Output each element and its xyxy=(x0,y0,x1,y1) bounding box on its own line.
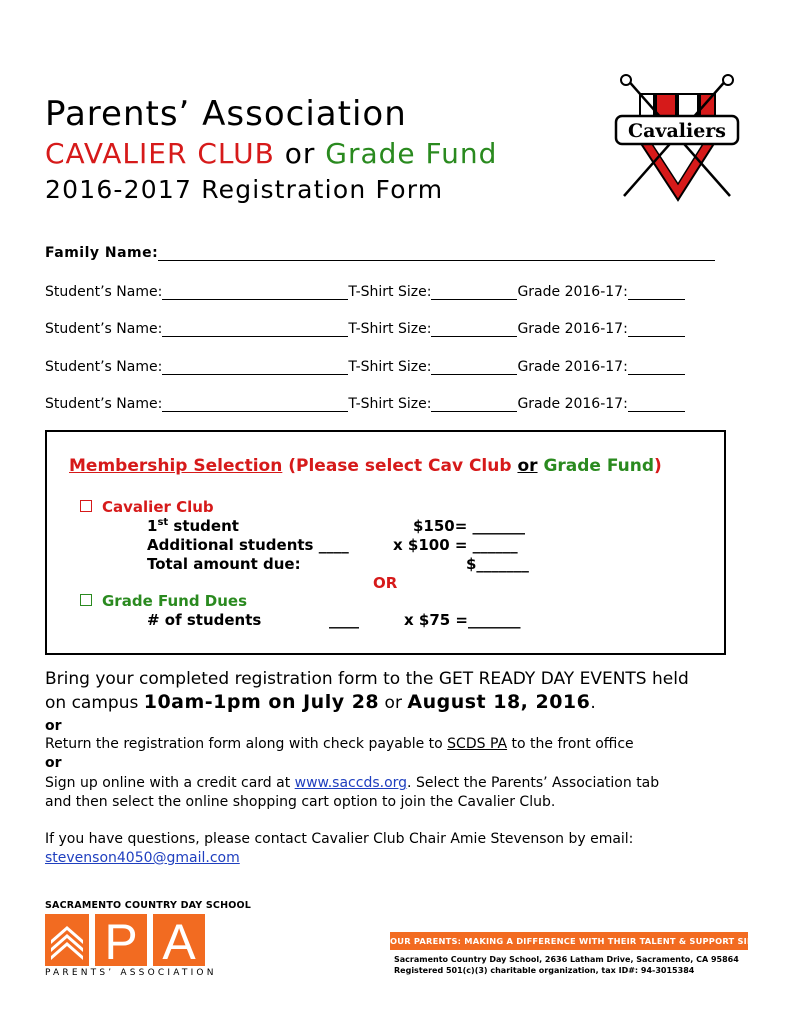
paren-close: ) xyxy=(654,456,662,476)
tax-id-line: Registered 501(c)(3) charitable organization, tax ID#: 94-3015384 xyxy=(394,966,695,975)
student-name-label: Student’s Name: xyxy=(45,321,163,337)
family-name-row xyxy=(45,245,725,261)
tshirt-size-label: T-Shirt Size: xyxy=(348,321,432,337)
grade-field[interactable] xyxy=(628,360,685,375)
pa-logo-p: P xyxy=(104,914,138,970)
grade-field[interactable] xyxy=(628,322,685,337)
family-name-field[interactable] xyxy=(158,246,715,261)
student-row xyxy=(45,284,725,300)
first-student-label: 1st student xyxy=(147,517,239,535)
student-row xyxy=(45,396,725,412)
cavalier-club-label: CAVALIER CLUB xyxy=(45,137,275,170)
pa-logo-a: A xyxy=(162,914,196,970)
total-due-field[interactable]: $_______ xyxy=(466,555,529,573)
bring-line-2: on campus 10am-1pm on July 28 or August 18, 2016. xyxy=(45,691,596,713)
additional-students-price[interactable]: x $100 = ______ xyxy=(393,536,518,554)
tshirt-size-label: T-Shirt Size: xyxy=(348,396,432,412)
grade-fund-label: Grade Fund xyxy=(543,456,655,476)
total-due-label: Total amount due: xyxy=(147,555,301,573)
additional-students-label[interactable]: Additional students ____ xyxy=(147,536,349,554)
bring-instructions xyxy=(45,669,745,713)
or-label: or xyxy=(284,137,316,170)
or-separator: or xyxy=(45,718,62,734)
grade-label: Grade 2016-17: xyxy=(517,321,628,337)
num-students-field[interactable]: ____ xyxy=(329,611,359,629)
family-name-label: Family Name: xyxy=(45,245,159,261)
grade-field[interactable] xyxy=(628,285,685,300)
grade-fund-checkbox[interactable] xyxy=(80,594,92,606)
first-student-price[interactable]: $150= _______ xyxy=(413,517,526,535)
slogan-band: OUR PARENTS: MAKING A DIFFERENCE WITH THEIR TALENT & SUPPORT SINCE 1964 xyxy=(390,932,748,950)
student-name-label: Student’s Name: xyxy=(45,359,163,375)
bring-line-1: Bring your completed registration form to the GET READY DAY EVENTS held xyxy=(45,669,689,689)
pa-subtitle: PARENTS’ ASSOCIATION xyxy=(45,968,217,978)
tshirt-size-field[interactable] xyxy=(431,397,517,412)
student-row xyxy=(45,321,725,337)
website-link[interactable]: www.saccds.org xyxy=(294,775,408,791)
tshirt-size-label: T-Shirt Size: xyxy=(348,359,432,375)
form-title: 2016-2017 Registration Form xyxy=(45,175,444,204)
school-name: SACRAMENTO COUNTRY DAY SCHOOL xyxy=(45,900,252,911)
grade-fund-price[interactable]: x $75 =_______ xyxy=(404,611,521,629)
membership-box xyxy=(45,430,726,655)
grade-label: Grade 2016-17: xyxy=(517,396,628,412)
tshirt-size-field[interactable] xyxy=(431,322,517,337)
cavalier-club-option-label: Cavalier Club xyxy=(102,498,214,516)
please-select-label: (Please select Cav Club xyxy=(288,456,512,476)
cavaliers-logo xyxy=(612,72,742,204)
grade-fund-option[interactable] xyxy=(80,592,247,610)
page-title: Parents’ Association xyxy=(45,94,407,134)
event-date: August 18, 2016 xyxy=(407,691,591,713)
student-name-label: Student’s Name: xyxy=(45,396,163,412)
signup-instructions: Sign up online with a credit card at www.saccds.org. Select the Parents’ Association tab and then select the online shopping cart option to join the Cavalier Club. xyxy=(45,775,660,810)
or-separator: or xyxy=(45,755,62,771)
page-subtitle xyxy=(45,137,497,170)
or-label: or xyxy=(517,456,538,476)
cavalier-club-option[interactable] xyxy=(80,498,214,516)
contact-info: If you have questions, please contact Cavalier Club Chair Amie Stevenson by email: stevenson4050@gmail.com xyxy=(45,831,634,866)
student-name-field[interactable] xyxy=(162,360,348,375)
grade-fund-dues-label: Grade Fund Dues xyxy=(102,592,248,610)
num-students-label: # of students xyxy=(147,611,262,629)
grade-field[interactable] xyxy=(628,397,685,412)
email-link[interactable]: stevenson4050@gmail.com xyxy=(45,850,240,866)
grade-label: Grade 2016-17: xyxy=(517,359,628,375)
tshirt-size-field[interactable] xyxy=(431,360,517,375)
payee-name: SCDS PA xyxy=(447,736,508,752)
membership-heading xyxy=(69,456,662,476)
pa-logo xyxy=(45,914,215,970)
cavalier-club-checkbox[interactable] xyxy=(80,500,92,512)
student-row xyxy=(45,359,725,375)
tshirt-size-field[interactable] xyxy=(431,285,517,300)
grade-label: Grade 2016-17: xyxy=(517,284,628,300)
student-name-label: Student’s Name: xyxy=(45,284,163,300)
student-name-field[interactable] xyxy=(162,285,348,300)
event-time: 10am-1pm on July 28 xyxy=(143,691,380,713)
logo-text: Cavaliers xyxy=(627,120,727,142)
grade-fund-label: Grade Fund xyxy=(325,137,498,170)
student-name-field[interactable] xyxy=(162,322,348,337)
return-instructions: Return the registration form along with check payable to SCDS PA to the front office xyxy=(45,736,634,752)
membership-selection-label: Membership Selection xyxy=(69,456,283,476)
school-address: Sacramento Country Day School, 2636 Latham Drive, Sacramento, CA 95864 xyxy=(394,955,739,964)
or-divider: OR xyxy=(373,574,398,592)
tshirt-size-label: T-Shirt Size: xyxy=(348,284,432,300)
student-name-field[interactable] xyxy=(162,397,348,412)
